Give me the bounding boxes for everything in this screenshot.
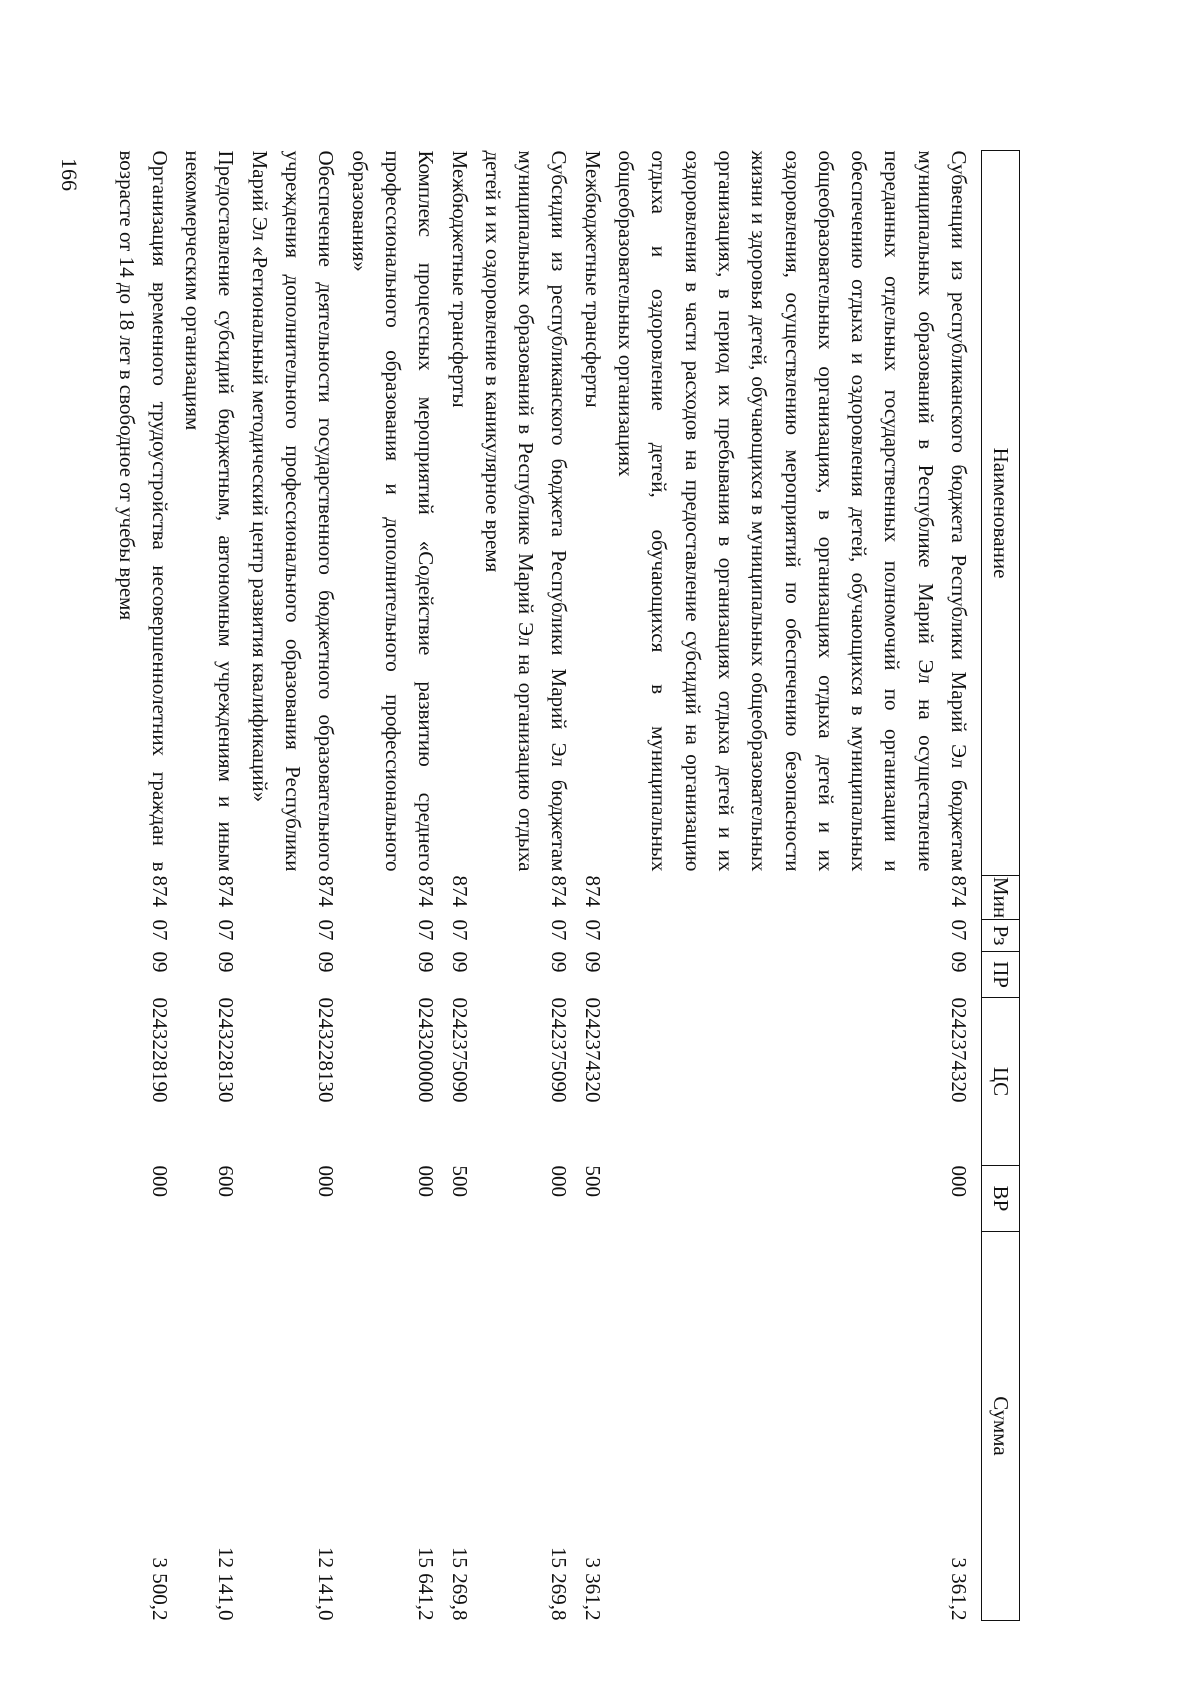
cell-min: 874	[947, 875, 971, 907]
cell-pr: 09	[314, 951, 339, 973]
cell-vr: 500	[447, 1165, 472, 1197]
cell-pr: 09	[414, 951, 439, 973]
cell-name: Комплекс процессных мероприятий «Содействие развитию среднего профессионального образования и дополнительного профессионального образования»	[347, 150, 439, 872]
cell-vr: 000	[314, 1165, 339, 1197]
cell-cs: 0242374320	[947, 997, 971, 1103]
cell-min: 874	[147, 875, 172, 907]
cell-sum: 15 269,8	[547, 1547, 572, 1621]
cell-name: Обеспечение деятельности государственного бюджетного образовательного учреждения дополнительного профессионального образования Республики Марий Эл «Региональный методический центр развития квалификаций»	[247, 150, 339, 872]
cell-name: Субвенции из республиканского бюджета Республики Марий Эл бюджетам муниципальных образований в Республике Марий Эл на осуществление переданных отдельных государственных полномочий по организации и обеспечению отдыха и оздоровления детей, обучающихся в муниципальных общеобразовательных организациях, в организациях отдыха детей и их оздоровления, осуществлению мероприятий по обеспечению безопасности жизни и здоровья детей, обучающихся в муниципальных общеобразовательных организациях, в период их пребывания в организациях отдыха детей и их оздоровления в части расходов на предоставление субсидий на организацию отдыха и оздоровление детей, обучающихся в муниципальных общеобразовательных организациях	[614, 150, 971, 872]
cell-name: Межбюджетные трансферты	[447, 150, 472, 408]
cell-pr: 09	[147, 951, 172, 973]
cell-vr: 000	[414, 1165, 439, 1197]
budget-table	[109, 150, 1020, 1621]
table-row	[442, 151, 475, 1621]
table-row	[109, 151, 176, 1621]
header-rz: Рз	[982, 920, 1020, 952]
cell-pr: 09	[447, 951, 472, 973]
cell-name: Межбюджетные трансферты	[580, 150, 605, 408]
cell-pr: 09	[580, 951, 605, 973]
cell-pr: 09	[214, 951, 239, 973]
cell-pr: 09	[947, 951, 971, 973]
cell-min: 874	[314, 875, 339, 907]
cell-vr: 600	[214, 1165, 239, 1197]
table-header-row	[982, 151, 1020, 1621]
cell-rz: 07	[314, 919, 339, 941]
cell-rz: 07	[214, 919, 239, 941]
cell-rz: 07	[947, 919, 971, 941]
cell-sum: 3 361,2	[947, 1557, 971, 1621]
header-vr: ВР	[982, 1166, 1020, 1232]
header-name: Наименование	[982, 151, 1020, 876]
cell-rz: 07	[414, 919, 439, 941]
cell-cs: 0243228130	[214, 997, 239, 1103]
cell-vr: 000	[947, 1165, 971, 1197]
cell-min: 874	[414, 875, 439, 907]
cell-name: Субсидии из республиканского бюджета Республики Марий Эл бюджетам муниципальных образований в Республике Марий Эл на организацию отдыха детей и их оздоровление в каникулярное время	[480, 150, 572, 872]
cell-cs: 0243200000	[414, 997, 439, 1103]
cell-name: Организация временного трудоустройства несовершеннолетних граждан в возрасте от 14 до 18 лет в свободное от учебы время	[114, 150, 172, 872]
cell-rz: 07	[447, 919, 472, 941]
cell-vr: 000	[547, 1165, 572, 1197]
header-min: Мин	[982, 876, 1020, 920]
cell-min: 874	[580, 875, 605, 907]
table-row	[609, 151, 982, 1621]
cell-sum: 3 500,2	[147, 1557, 172, 1621]
table-row	[176, 151, 243, 1621]
cell-pr: 09	[547, 951, 572, 973]
cell-sum: 3 361,2	[580, 1557, 605, 1621]
rotated-table-wrapper	[114, 150, 1020, 1621]
table-row	[342, 151, 442, 1621]
cell-cs: 0242374320	[580, 997, 605, 1103]
cell-sum: 12 141,0	[314, 1547, 339, 1621]
cell-rz: 07	[547, 919, 572, 941]
header-cs: ЦС	[982, 998, 1020, 1166]
cell-sum: 12 141,0	[214, 1547, 239, 1621]
cell-min: 874	[447, 875, 472, 907]
cell-cs: 0243228130	[314, 997, 339, 1103]
cell-rz: 07	[580, 919, 605, 941]
cell-vr: 500	[580, 1165, 605, 1197]
cell-cs: 0242375090	[547, 997, 572, 1103]
cell-cs: 0242375090	[447, 997, 472, 1103]
cell-cs: 0243228190	[147, 997, 172, 1103]
cell-sum: 15 269,8	[447, 1547, 472, 1621]
cell-vr: 000	[147, 1165, 172, 1197]
header-pr: ПР	[982, 952, 1020, 998]
cell-rz: 07	[147, 919, 172, 941]
header-sum: Сумма	[982, 1232, 1020, 1621]
cell-min: 874	[214, 875, 239, 907]
page-number: 166	[57, 158, 82, 191]
table-row	[575, 151, 608, 1621]
table-row	[476, 151, 576, 1621]
cell-min: 874	[547, 875, 572, 907]
table-row	[242, 151, 342, 1621]
cell-sum: 15 641,2	[414, 1547, 439, 1621]
cell-name: Предоставление субсидий бюджетным, автономным учреждениям и иным некоммерческим организациям	[181, 150, 239, 872]
